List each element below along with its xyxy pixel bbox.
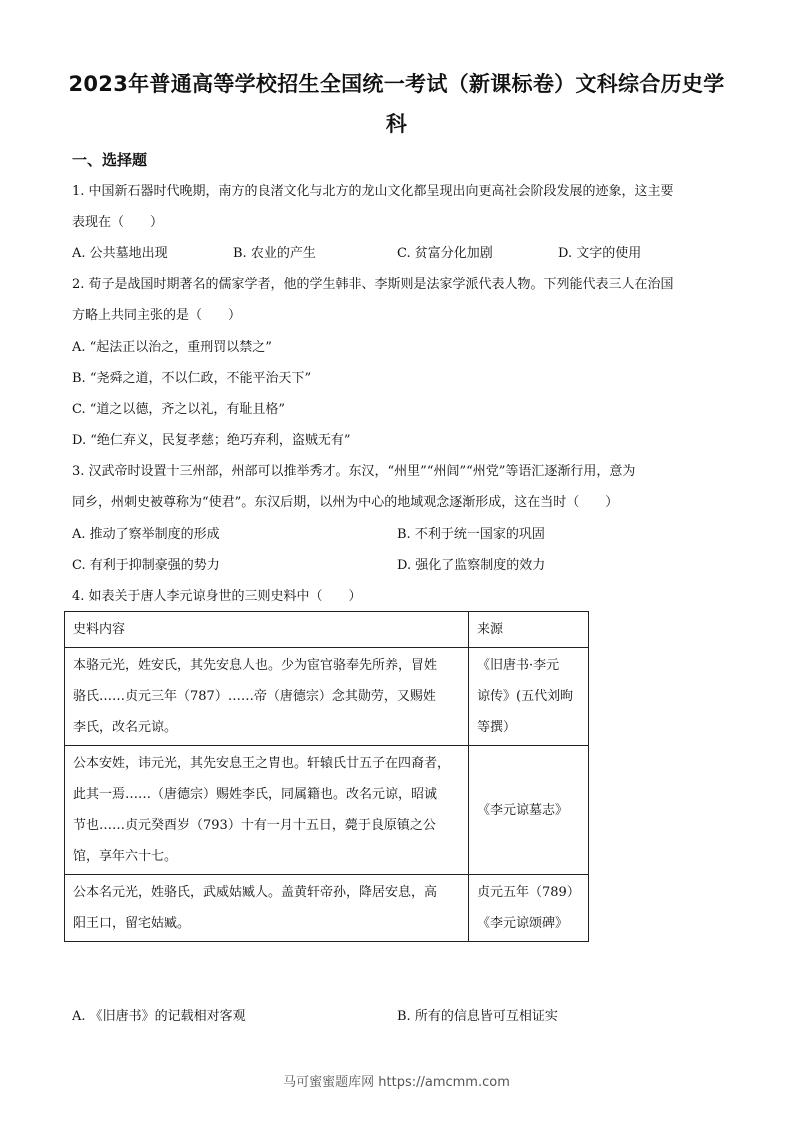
row2-content-line: 公本安姓，讳元光，其先安息王之胄也。轩辕氏廿五子在四裔者， (73, 756, 451, 771)
section-heading: 一、选择题 (72, 151, 148, 169)
table-header-row (65, 612, 589, 648)
q2-option-b: B. “尧舜之道，不以仁政，不能平治天下” (72, 371, 312, 386)
row2-content-line: 节也……贞元癸酉岁（793）十有一月十五日，薨于良原镇之公 (73, 818, 436, 833)
q1-option-d: D. 文字的使用 (558, 246, 642, 261)
row3-source (469, 875, 589, 942)
q2-stem-line1: 2. 荀子是战国时期著名的儒家学者，他的学生韩非、李斯则是法家学派代表人物。下列能代表三人在治国 (72, 277, 674, 292)
q3-stem-line1: 3. 汉武帝时设置十三州部，州部可以推举秀才。东汉，“州里”“州闾”“州党”等语汇逐渐行用，意为 (72, 464, 636, 479)
q1-stem-line1: 1. 中国新石器时代晚期，南方的良渚文化与北方的龙山文化都呈现出向更高社会阶段发展的迹象，这主要 (72, 184, 674, 199)
q2-option-d: D. “绝仁弃义，民复孝慈；绝巧弃利，盗贼无有” (72, 433, 351, 448)
row2-source-line: 《李元谅墓志》 (477, 802, 569, 818)
q3-option-a: A. 推动了察举制度的形成 (72, 527, 220, 542)
q1-option-b: B. 农业的产生 (233, 246, 316, 261)
q1-option-a: A. 公共墓地出现 (72, 246, 168, 261)
header-source: 来源 (469, 612, 589, 648)
q1-stem-line2: 表现在（ ） (72, 215, 164, 230)
q4-option-b: B. 所有的信息皆可互相证实 (397, 1009, 558, 1024)
q2-stem-line2: 方略上共同主张的是（ ） (72, 308, 242, 323)
q4-stem: 4. 如表关于唐人李元谅身世的三则史料中（ ） (72, 589, 362, 604)
footer-watermark: 马可蜜蜜题库网 https://amcmm.com (283, 1075, 510, 1090)
q1-option-c: C. 贫富分化加剧 (397, 246, 493, 261)
row1-content (65, 648, 469, 746)
row3-content-line: 公本名元光，姓骆氏，武威姑臧人。盖黄轩帝孙，降居安息，高 (73, 885, 438, 900)
q3-stem-line2: 同乡，州刺史被尊称为“使君”。东汉后期，以州为中心的地域观念逐渐形成，这在当时（ ） (72, 495, 619, 510)
header-content: 史料内容 (65, 612, 469, 648)
q2-option-c: C. “道之以德，齐之以礼，有耻且格” (72, 402, 286, 417)
row1-content-line: 骆氏……贞元三年（787）……帝（唐德宗）念其勋劳，又赐姓 (73, 689, 436, 704)
exam-title (60, 64, 733, 144)
exam-title-line2: 科 (385, 112, 408, 136)
table-row (65, 746, 589, 875)
row1-source-line: 《旧唐书·李元 (477, 658, 560, 673)
table-row (65, 875, 589, 942)
exam-title-line1: 2023年普通高等学校招生全国统一考试（新课标卷）文科综合历史学 (68, 72, 725, 96)
row2-content-line: 此其一焉……（唐德宗）赐姓李氏，同属籍也。改名元谅，昭诚 (73, 787, 438, 802)
row1-content-line: 李氏，改名元谅。 (73, 720, 178, 735)
q3-option-b: B. 不利于统一国家的巩固 (397, 527, 545, 542)
q3-option-d: D. 强化了监察制度的效力 (397, 558, 546, 573)
row3-content (65, 875, 469, 942)
row3-source-line: 贞元五年（789） (477, 885, 580, 900)
source-table (64, 611, 589, 942)
table-row (65, 648, 589, 746)
row3-content-line: 阳王口，留宅姑臧。 (73, 916, 191, 931)
row1-content-line: 本骆元光，姓安氏，其先安息人也。少为宦官骆奉先所养，冒姓 (73, 658, 438, 673)
q2-option-a: A. “起法正以治之，重刑罚以禁之” (72, 340, 272, 355)
row2-source (469, 746, 589, 875)
row1-source (469, 648, 589, 746)
q4-option-a: A. 《旧唐书》的记载相对客观 (72, 1009, 246, 1024)
row1-source-line: 等撰） (477, 720, 517, 735)
q3-option-c: C. 有利于抑制豪强的势力 (72, 558, 220, 573)
row2-content (65, 746, 469, 875)
row2-content-line: 馆，享年六十七。 (73, 849, 178, 864)
row3-source-line: 《李元谅颂碑》 (477, 916, 569, 931)
row1-source-line: 谅传》(五代刘昫 (477, 689, 574, 704)
